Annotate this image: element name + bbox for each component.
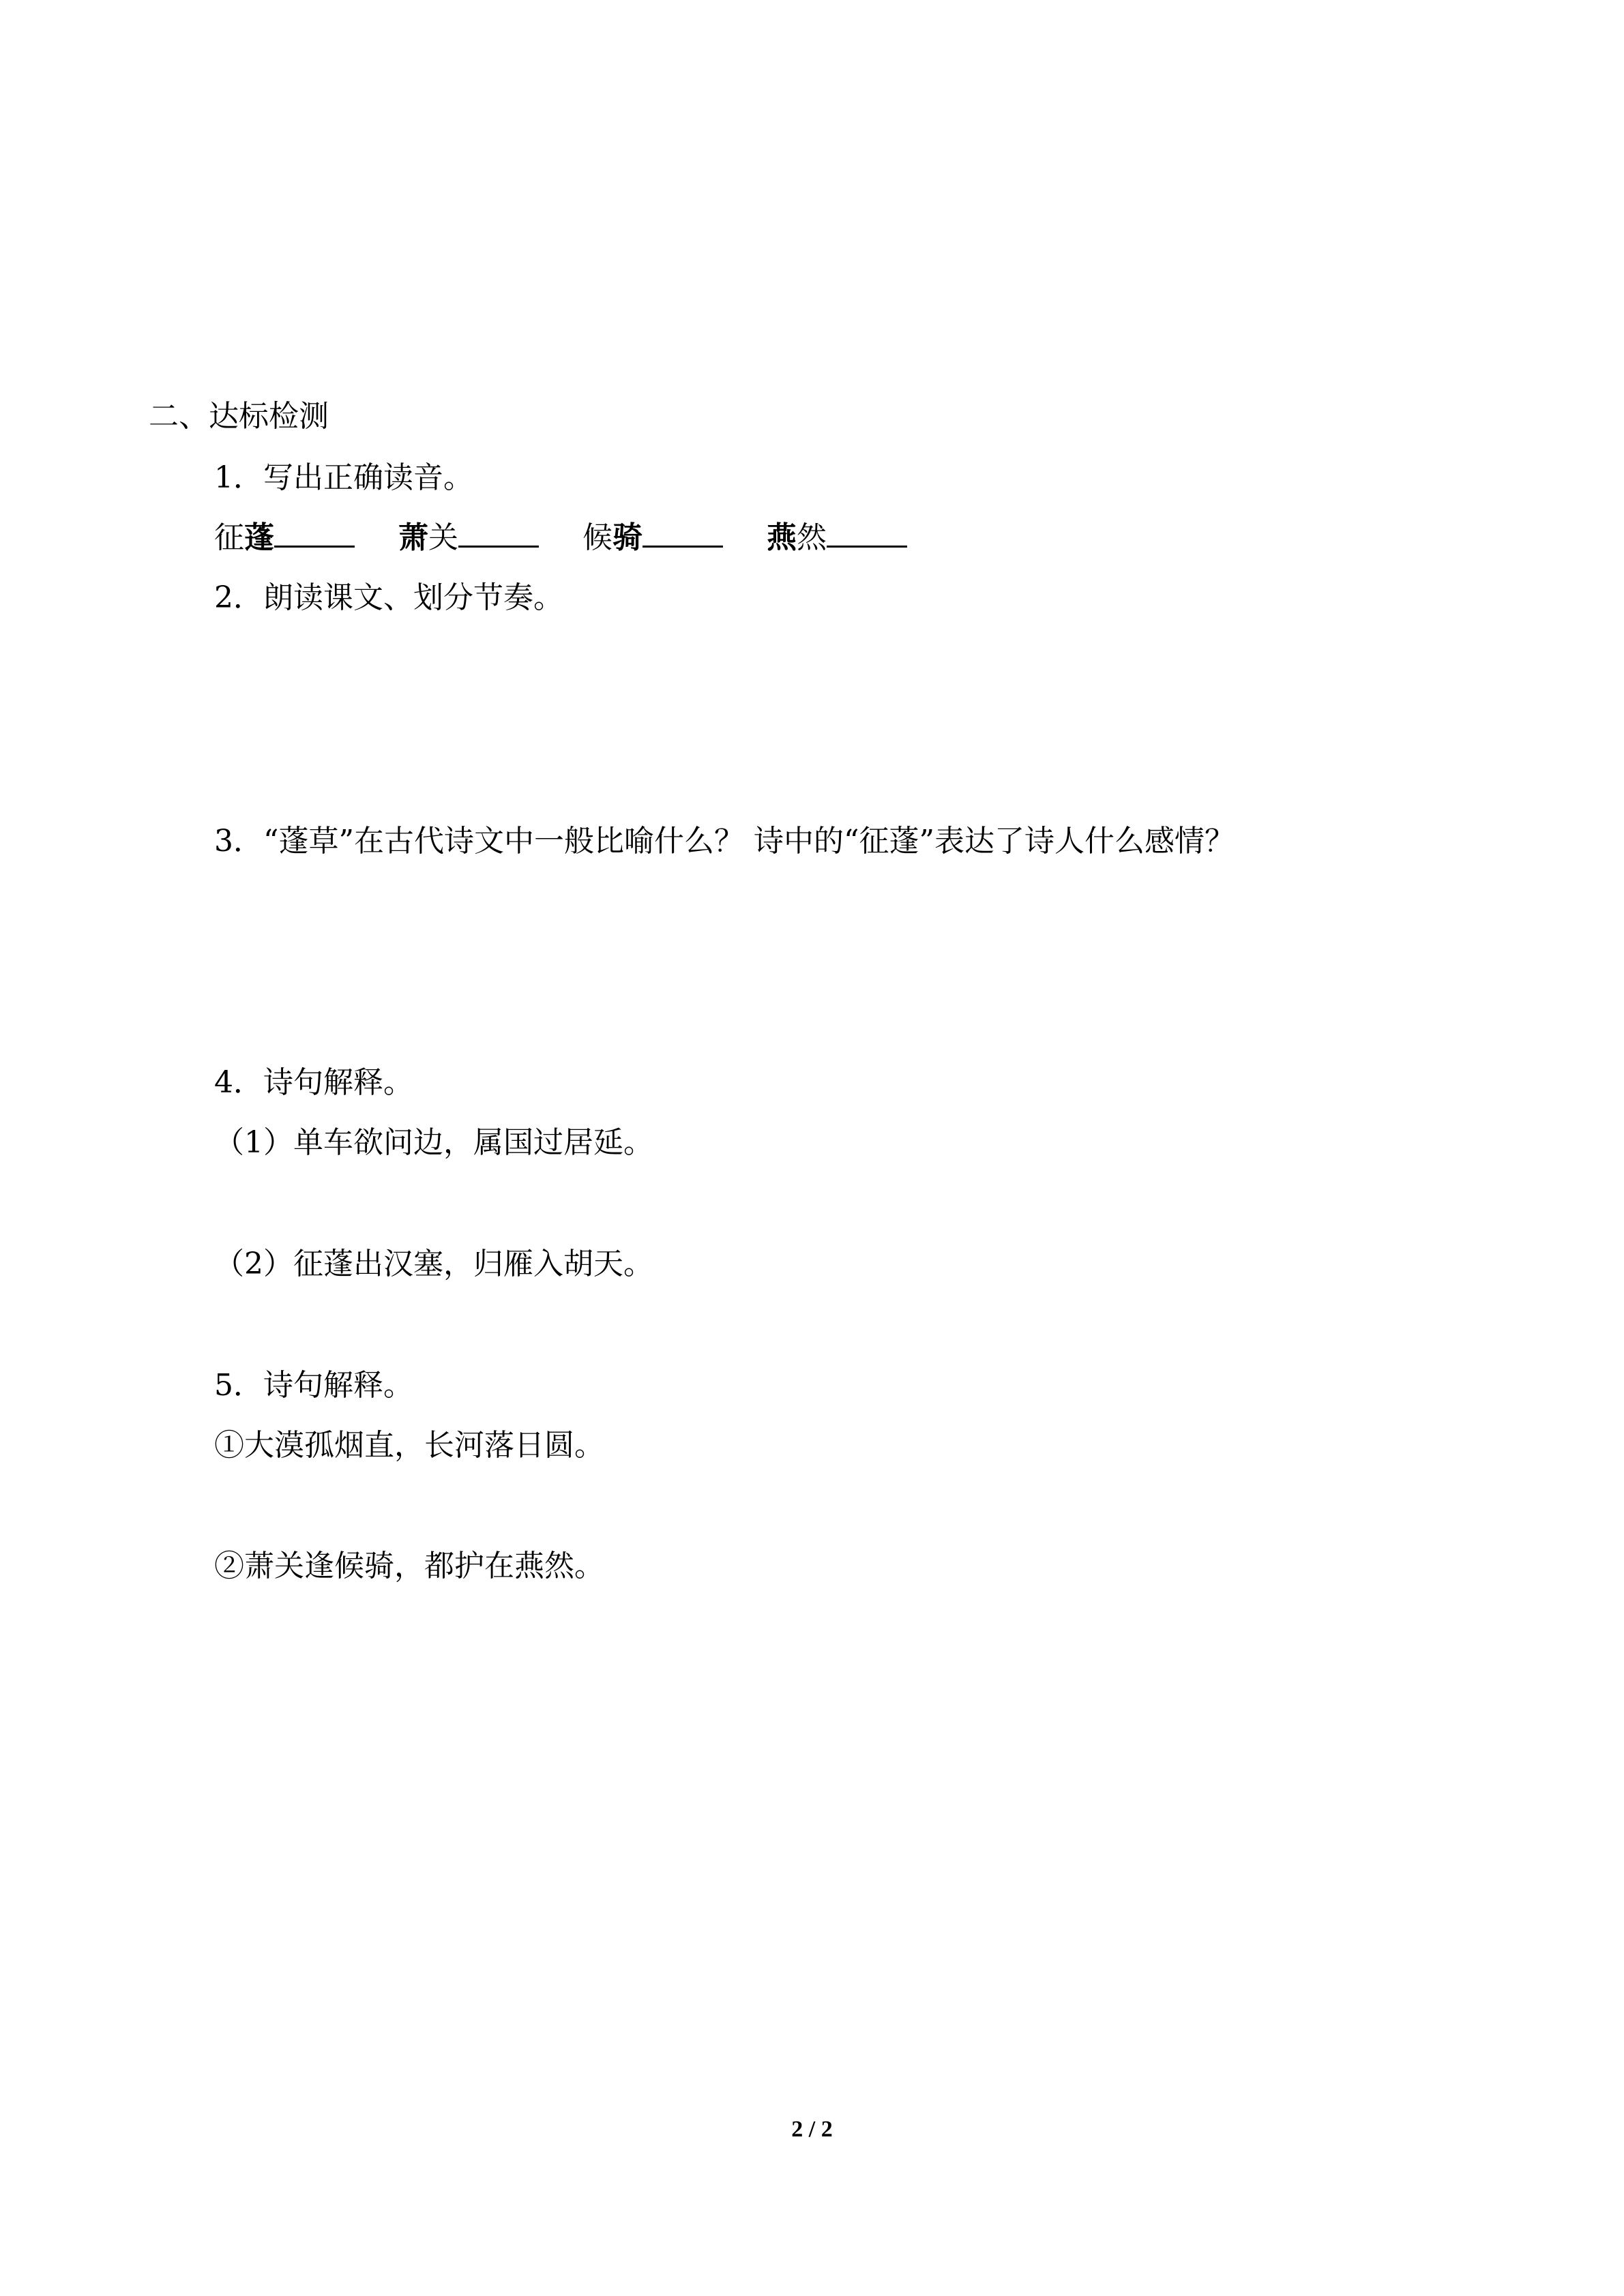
question-5-item-1: ①大漠孤烟直，长河落日圆。	[214, 1428, 604, 1463]
question-5-prompt: 5．诗句解释。	[214, 1368, 413, 1403]
section-title: 二、达标检测	[149, 399, 329, 434]
question-1-prompt: 1．写出正确读音。	[214, 460, 473, 495]
question-4-item-2: （2）征蓬出汉塞，归雁入胡天。	[214, 1247, 653, 1281]
question-3-prompt: 3．“蓬草”在古代诗文中一般比喻什么？ 诗中的“征蓬”表达了诗人什么感情？	[214, 824, 1235, 859]
pinyin-item-4: 燕然	[767, 520, 827, 555]
page-number: 2 / 2	[791, 2117, 833, 2142]
question-4-item-1: （1）单车欲问边，属国过居延。	[214, 1125, 653, 1160]
pinyin-item-1: 征蓬	[214, 520, 274, 555]
answer-blank-3[interactable]	[643, 545, 723, 548]
question-2-prompt: 2．朗读课文、划分节奏。	[214, 580, 563, 615]
question-4-prompt: 4．诗句解释。	[214, 1065, 413, 1100]
answer-blank-4[interactable]	[827, 545, 907, 548]
question-1-pinyin-items	[214, 520, 907, 556]
answer-blank-1[interactable]	[274, 545, 355, 548]
answer-blank-2[interactable]	[458, 545, 539, 548]
question-5-item-2: ②萧关逢候骑，都护在燕然。	[214, 1549, 604, 1583]
pinyin-item-2: 萧关	[398, 520, 458, 555]
pinyin-item-3: 候骑	[582, 520, 643, 555]
